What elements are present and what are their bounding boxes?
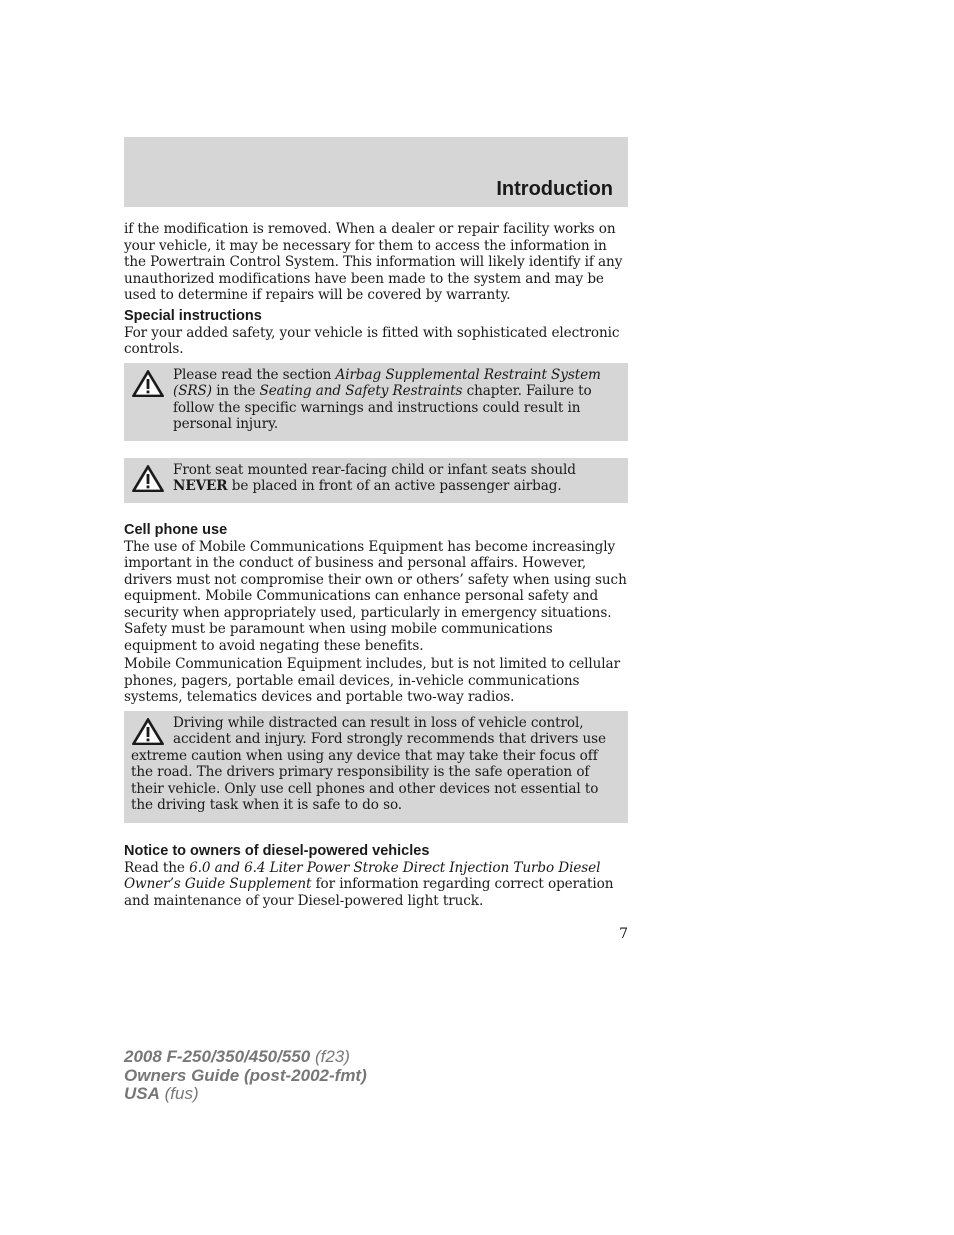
warning-box-distracted [124,711,628,823]
page-number: 7 [619,926,628,942]
warning-box-child-seat [124,458,628,503]
warning-triangle-icon [131,464,165,494]
footer-line-1: 2008 F-250/350/450/550 (f23) [124,1047,350,1066]
cell-phone-heading: Cell phone use [124,521,228,538]
footer-line-2: Owners Guide (post-2002-fmt) [124,1065,367,1085]
warning-triangle-icon [131,369,165,399]
cell-phone-paragraph-1: The use of Mobile Communications Equipment has become increasingly important in the conduct of business and personal affairs. However, drivers must not compromise their own or others’ safety when using such equipment. Mobile Communications can enhance personal safety and security when appropriately used, particularly in emergency situations. Safety must be paramount when using mobile communications equipment to avoid negating these benefits. [124,538,627,654]
section-title: Introduction [496,178,613,200]
cell-phone-paragraph-2: Mobile Communication Equipment includes, but is not limited to cellular phones, pagers, portable email devices, in-vehicle communications systems, telematics devices and portable two-way radios. [124,656,620,705]
warning-text-child-seat: Front seat mounted rear-facing child or infant seats should NEVER be placed in front of an active passenger airbag. [173,461,576,494]
diesel-heading: Notice to owners of diesel-powered vehicles [124,842,430,859]
diesel-paragraph: Read the 6.0 and 6.4 Liter Power Stroke Direct Injection Turbo Diesel Owner’s Guide Supplement for information regarding correct operation and maintenance of your Diesel-powered light truck. [124,859,614,909]
footer-line-3: USA (fus) [124,1084,199,1103]
section-header-band [124,137,628,207]
special-instructions-heading: Special instructions [124,307,262,324]
warning-box-airbag [124,363,628,441]
page-content [124,221,628,909]
warning-text-airbag: Please read the section Airbag Supplemental Restraint System (SRS) in the Seating and Safety Restraints chapter. Failure to follow the specific warnings and instructions could result in personal injury. [173,366,601,432]
warning-text-distracted: Driving while distracted can result in loss of vehicle control, accident and injury. Ford strongly recommends that drivers use extreme caution when using any device that may take their focus off the road. The drivers primary responsibility is the safe operation of their vehicle. Only use cell phones and other devices not essential to the driving task when it is safe to do so. [131,714,606,813]
special-instructions-paragraph: For your added safety, your vehicle is fitted with sophisticated electronic controls. [124,324,620,357]
footer-document-id [124,1048,367,1104]
intro-paragraph: if the modification is removed. When a dealer or repair facility works on your vehicle, it may be necessary for them to access the information in the Powertrain Control System. This information will likely identify if any unauthorized modifications have been made to the system and may be used to determine if repairs will be covered by warranty. [124,221,623,303]
warning-triangle-icon [131,717,165,747]
